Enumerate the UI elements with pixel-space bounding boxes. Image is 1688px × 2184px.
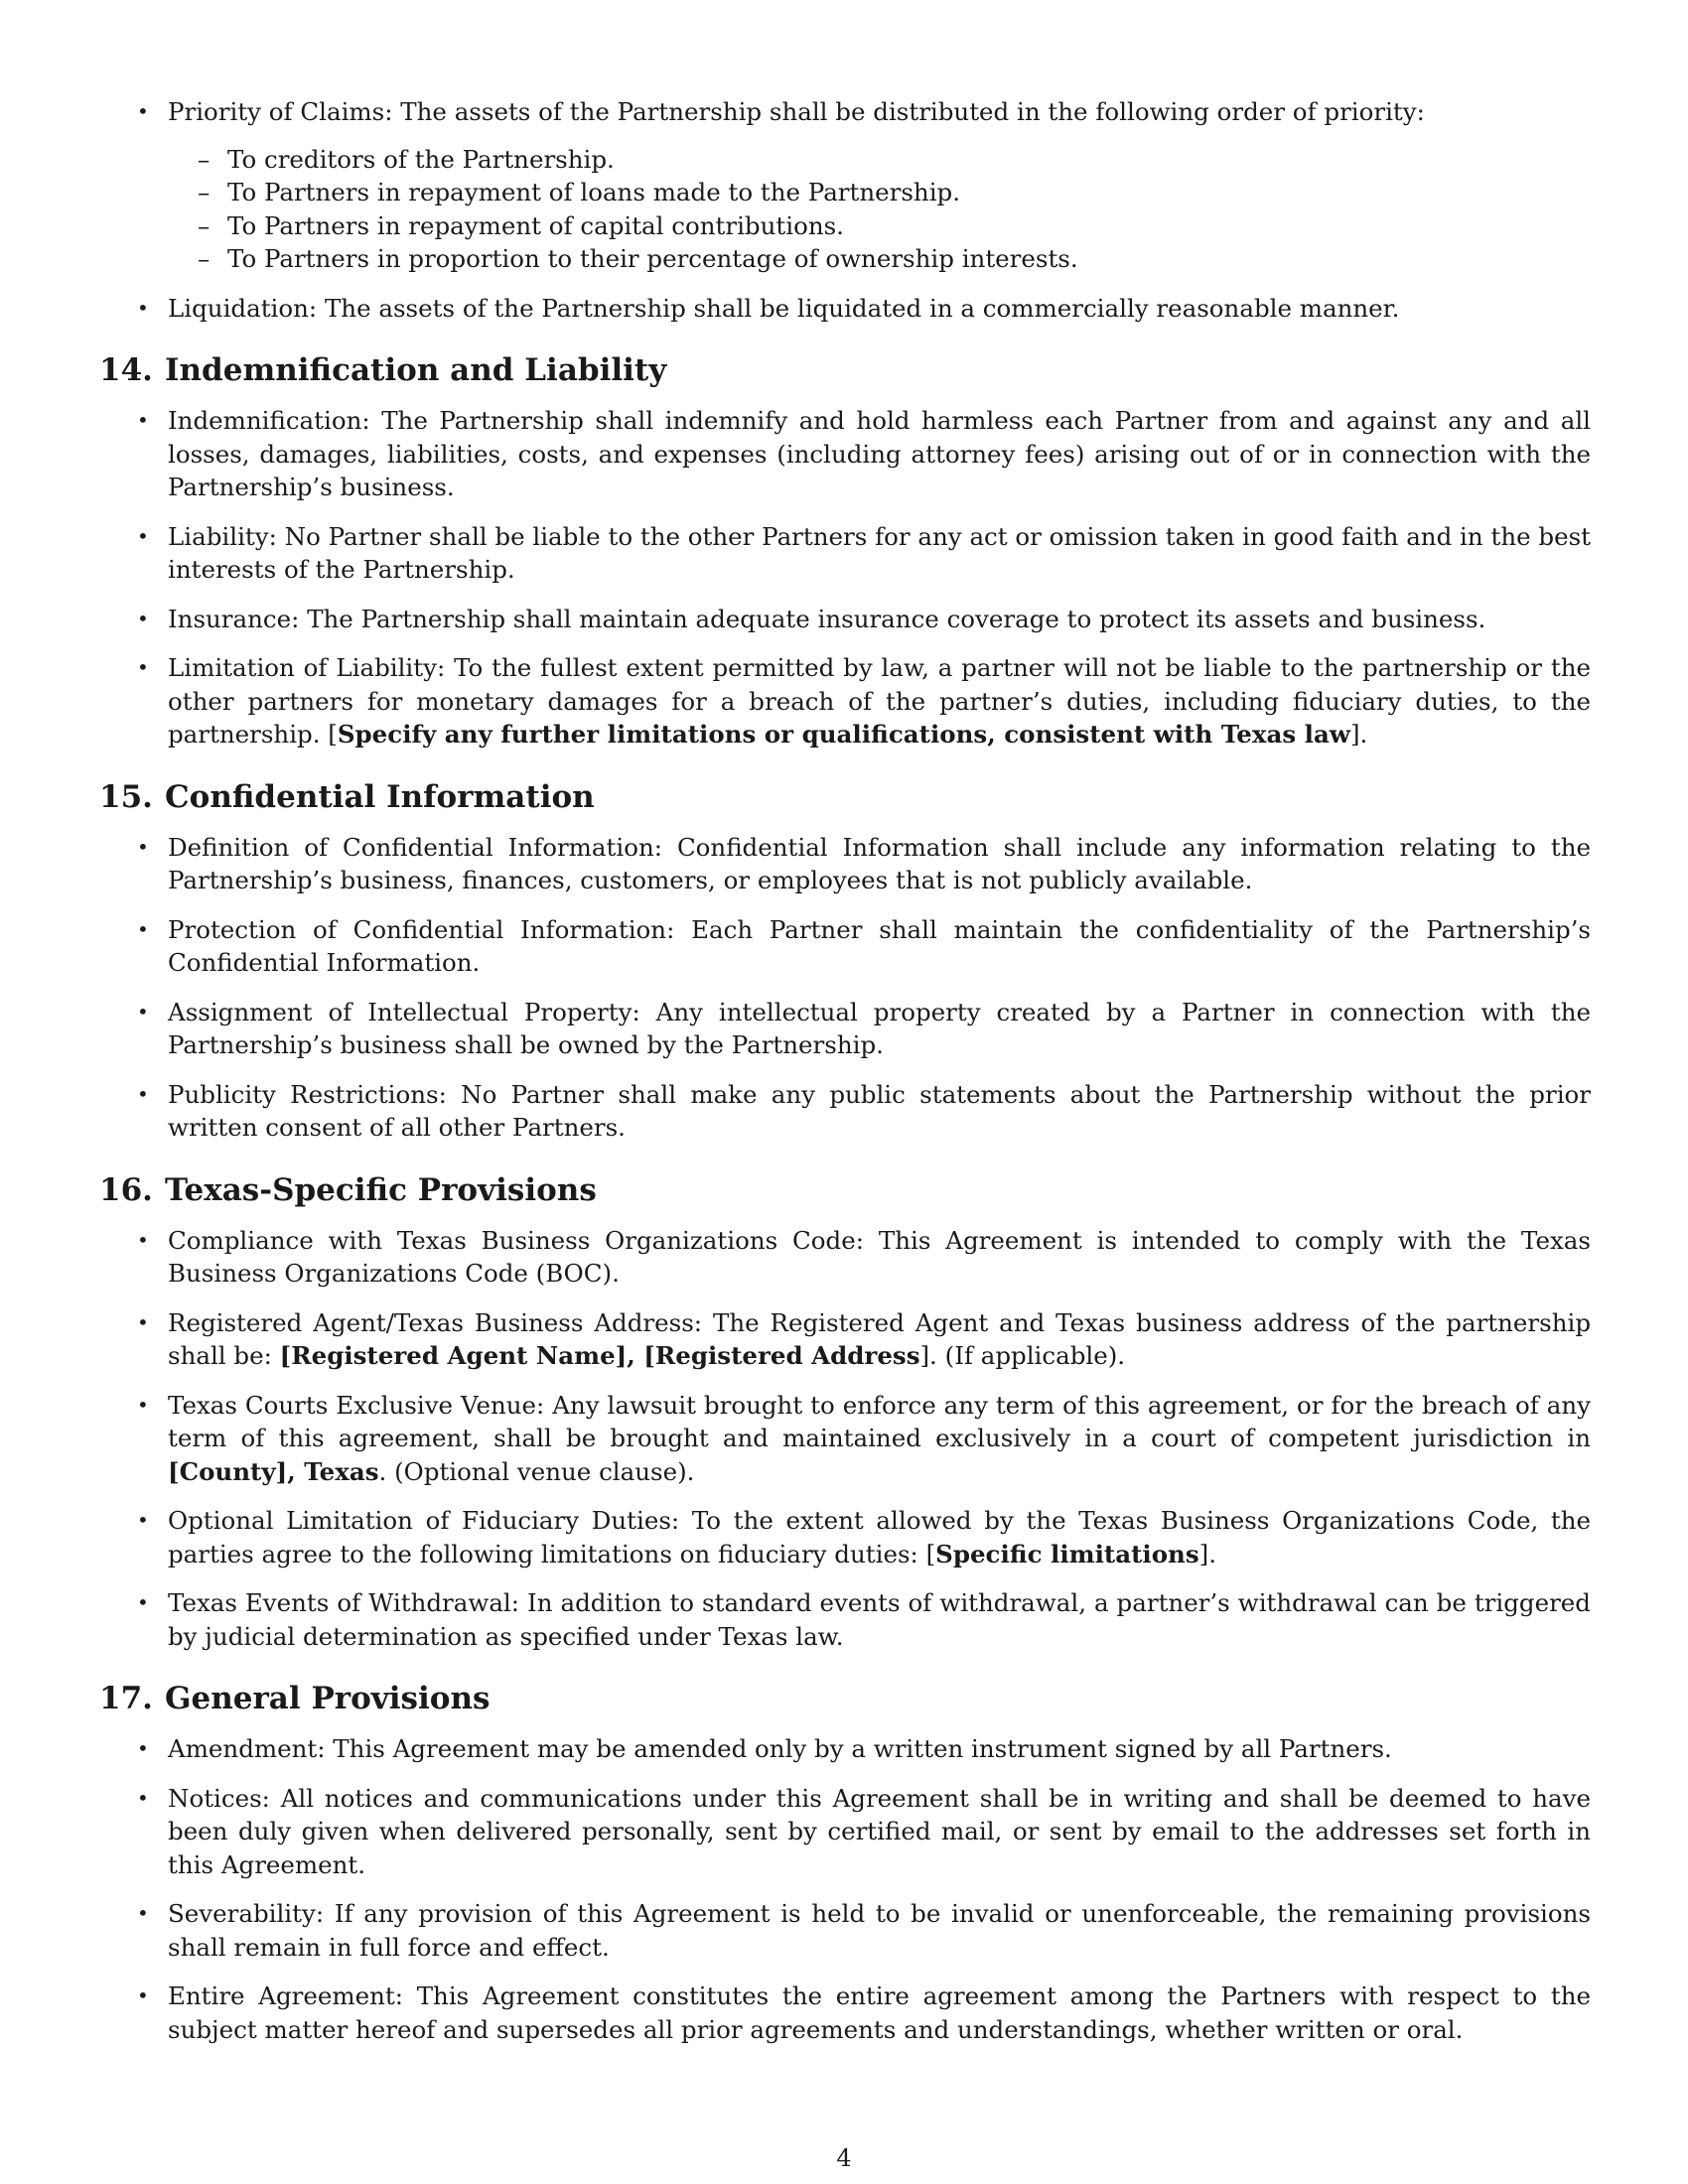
item-text: All notices and communications under this Agreement shall be in writing and shall be deemed to have been duly given when delivered personally, sent by certified mail, or sent by email to the addresses set forth in this Agreement. [168, 1783, 1591, 1879]
item-text: Any lawsuit brought to enforce any term of this agreement, or for the breach of any term of this agreement, shall be brought and maintained exclusively in a court of competent jurisdiction in [168, 1390, 1591, 1452]
item-label: Optional Limitation of Fiduciary Duties: [168, 1506, 680, 1535]
item-label: Texas Courts Exclusive Venue: [168, 1390, 545, 1420]
bullet-icon: • [137, 1590, 149, 1614]
list-item [99, 1979, 1591, 2046]
bullet-icon: • [137, 1983, 149, 2007]
bullet-icon: • [137, 916, 149, 941]
item-label: Texas Events of Withdrawal: [168, 1588, 520, 1617]
bullet-icon: • [137, 999, 149, 1024]
list-item: • Texas Courts Exclusive Venue: Any lawsuit brought to enforce any term of this agreement, or for the breach of any term of this agreement, shall be brought and maintained exclusively in a court of competent jurisdiction in [County], Texas. (Optional venue clause). [137, 1390, 1591, 1486]
item-label: Insurance: [168, 604, 300, 633]
bullet-icon: • [137, 295, 149, 320]
item-text: Each Partner shall maintain the confidentiality of the Partnership’s Confidential Information. [168, 914, 1591, 977]
item-label: Indemnification: [168, 406, 370, 435]
section-heading: 14. Indemnification and Liability [99, 352, 667, 388]
item-text: Confidential Information shall include any information relating to the Partnership’s business, finances, customers, or employees that is not publicly available. [168, 832, 1591, 894]
list-item [99, 95, 1591, 276]
sublist-item: – To creditors of the Partnership. [168, 143, 1591, 177]
section-16 [99, 1170, 1591, 1654]
page-number: 4 [836, 2144, 852, 2172]
item-label: Liquidation: [168, 293, 318, 323]
section-14 [99, 350, 1591, 751]
item-label: Priority of Claims: [168, 97, 393, 126]
section-17 [99, 1679, 1591, 2046]
placeholder-bold: [County], Texas [168, 1456, 379, 1486]
list-item [99, 1732, 1591, 1766]
item-text: This Agreement is intended to comply with the Texas Business Organizations Code (BOC). [168, 1225, 1591, 1288]
section-heading: 17. General Provisions [99, 1681, 491, 1716]
item-text: The Registered Agent and Texas business address of the partnership shall be: [168, 1307, 1592, 1370]
sublist-item: – To Partners in repayment of capital contributions. [168, 209, 1591, 243]
item-label: Assignment of Intellectual Property: [168, 997, 640, 1026]
placeholder-bold: Specific limitations [935, 1539, 1199, 1569]
placeholder-bold: Specify any further limitations or qualifications, consistent with Texas law [337, 720, 1350, 749]
item-label: Entire Agreement: [168, 1981, 403, 2010]
sublist-item: – To Partners in proportion to their percentage of ownership interests. [168, 242, 1591, 276]
list-item: • Limitation of Liability: To the fullest extent permitted by law, a partner will not be liable to the partnership or the other partners for monetary damages for a breach of the partner’s duties, including fiduciary duties, to the partnership. [Specify any further limitations or qualifications, consistent with Texas law]. [137, 653, 1591, 749]
bullet-icon: • [137, 606, 149, 630]
section-heading: 15. Confidential Information [99, 778, 595, 815]
bullet-icon: • [137, 1227, 149, 1252]
section-heading: 16. Texas-Specific Provisions [99, 1171, 597, 1208]
sublist-item: – To Partners in repayment of loans made to the Partnership. [168, 176, 1591, 209]
list-item [99, 1586, 1591, 1653]
list-item [99, 404, 1591, 504]
dash-icon: – [198, 144, 211, 174]
bullet-icon: • [137, 523, 149, 548]
distribution-list [99, 95, 1591, 325]
item-label: Registered Agent/Texas Business Address: [168, 1307, 703, 1337]
section-list [99, 1224, 1591, 1654]
bullet-icon: • [137, 1736, 149, 1760]
section-list [99, 1732, 1591, 2046]
placeholder-bold: [Registered Agent Name], [Registered Address [279, 1341, 920, 1370]
list-item [99, 292, 1591, 326]
list-item [99, 1897, 1591, 1964]
item-text: This Agreement constitutes the entire agreement among the Partners with respect to the subject matter hereof and supersedes all prior agreements and understandings, whether written or oral. [168, 1981, 1592, 2044]
dash-icon: – [198, 244, 211, 273]
item-label: Liability: [168, 521, 277, 551]
list-item: • Registered Agent/Texas Business Address: The Registered Agent and Texas business address of the partnership shall be: [Registered Agent Name], [Registered Address]. (If applicable). [137, 1307, 1592, 1370]
item-label: Definition of Confidential Information: [168, 832, 662, 862]
item-label: Amendment: [168, 1734, 326, 1763]
list-item [99, 913, 1591, 980]
section-15 [99, 777, 1591, 1145]
item-label: Publicity Restrictions: [168, 1079, 447, 1109]
bullet-icon: • [137, 408, 149, 432]
list-item [99, 1078, 1591, 1145]
list-item: • Optional Limitation of Fiduciary Duties: To the extent allowed by the Texas Business Organizations Code, the parties agree to the following limitations on fiduciary duties: [Specific limitations]. [137, 1506, 1592, 1569]
bullet-icon: • [137, 1901, 149, 1925]
dash-icon: – [198, 178, 211, 206]
item-text: The assets of the Partnership shall be liquidated in a commercially reasonable manner. [324, 293, 1400, 323]
list-item [99, 996, 1591, 1062]
section-list [99, 404, 1591, 751]
bullet-icon: • [137, 1508, 149, 1532]
priority-sublist [168, 143, 1591, 276]
item-text: The assets of the Partnership shall be distributed in the following order of priority: [400, 97, 1425, 126]
bullet-icon: • [137, 1309, 149, 1334]
item-text: The Partnership shall indemnify and hold harmless each Partner from and against any and all losses, damages, liabilities, costs, and expenses (including attorney fees) arising out of or in connection with the Partnership’s business. [168, 406, 1591, 501]
item-label: Protection of Confidential Information: [168, 914, 675, 944]
item-text: No Partner shall be liable to the other Partners for any act or omission taken in good faith and in the best interests of the Partnership. [168, 521, 1591, 584]
item-text: To the extent allowed by the Texas Business Organizations Code, the parties agree to the following limitations on fiduciary duties: [168, 1506, 1592, 1569]
item-text: This Agreement may be amended only by a written instrument signed by all Partners. [333, 1734, 1392, 1763]
bullet-icon: • [137, 99, 149, 123]
document-page [99, 95, 1591, 2062]
bullet-icon: • [137, 1081, 149, 1106]
item-text: To the fullest extent permitted by law, a partner will not be liable to the partnership or the other partners for monetary damages for a breach of the partner’s duties, including fiduciary duties, to the partnership. [168, 653, 1591, 749]
section-list [99, 831, 1591, 1145]
bullet-icon: • [137, 1785, 149, 1810]
item-text: No Partner shall make any public statements about the Partnership without the prior written consent of all other Partners. [168, 1079, 1591, 1142]
item-label: Compliance with Texas Business Organizations Code: [168, 1225, 864, 1255]
bullet-icon: • [137, 834, 149, 859]
item-text: Any intellectual property created by a Partner in connection with the Partnership’s business shall be owned by the Partnership. [168, 997, 1592, 1059]
list-item [99, 603, 1591, 636]
item-label: Notices: [168, 1783, 270, 1813]
item-label: Severability: [168, 1899, 325, 1928]
item-text: If any provision of this Agreement is held to be invalid or unenforceable, the remaining provisions shall remain in full force and effect. [168, 1899, 1591, 1962]
list-item [99, 1782, 1591, 1882]
bullet-icon: • [137, 1392, 149, 1417]
item-text: In addition to standard events of withdrawal, a partner’s withdrawal can be triggered by judicial determination as specified under Texas law. [168, 1588, 1591, 1651]
list-item [99, 1224, 1591, 1291]
item-label: Limitation of Liability: [168, 653, 446, 682]
dash-icon: – [198, 210, 211, 240]
bullet-icon: • [137, 655, 149, 679]
list-item [99, 831, 1591, 897]
list-item [99, 520, 1591, 587]
item-text: The Partnership shall maintain adequate insurance coverage to protect its assets and business. [307, 604, 1486, 633]
